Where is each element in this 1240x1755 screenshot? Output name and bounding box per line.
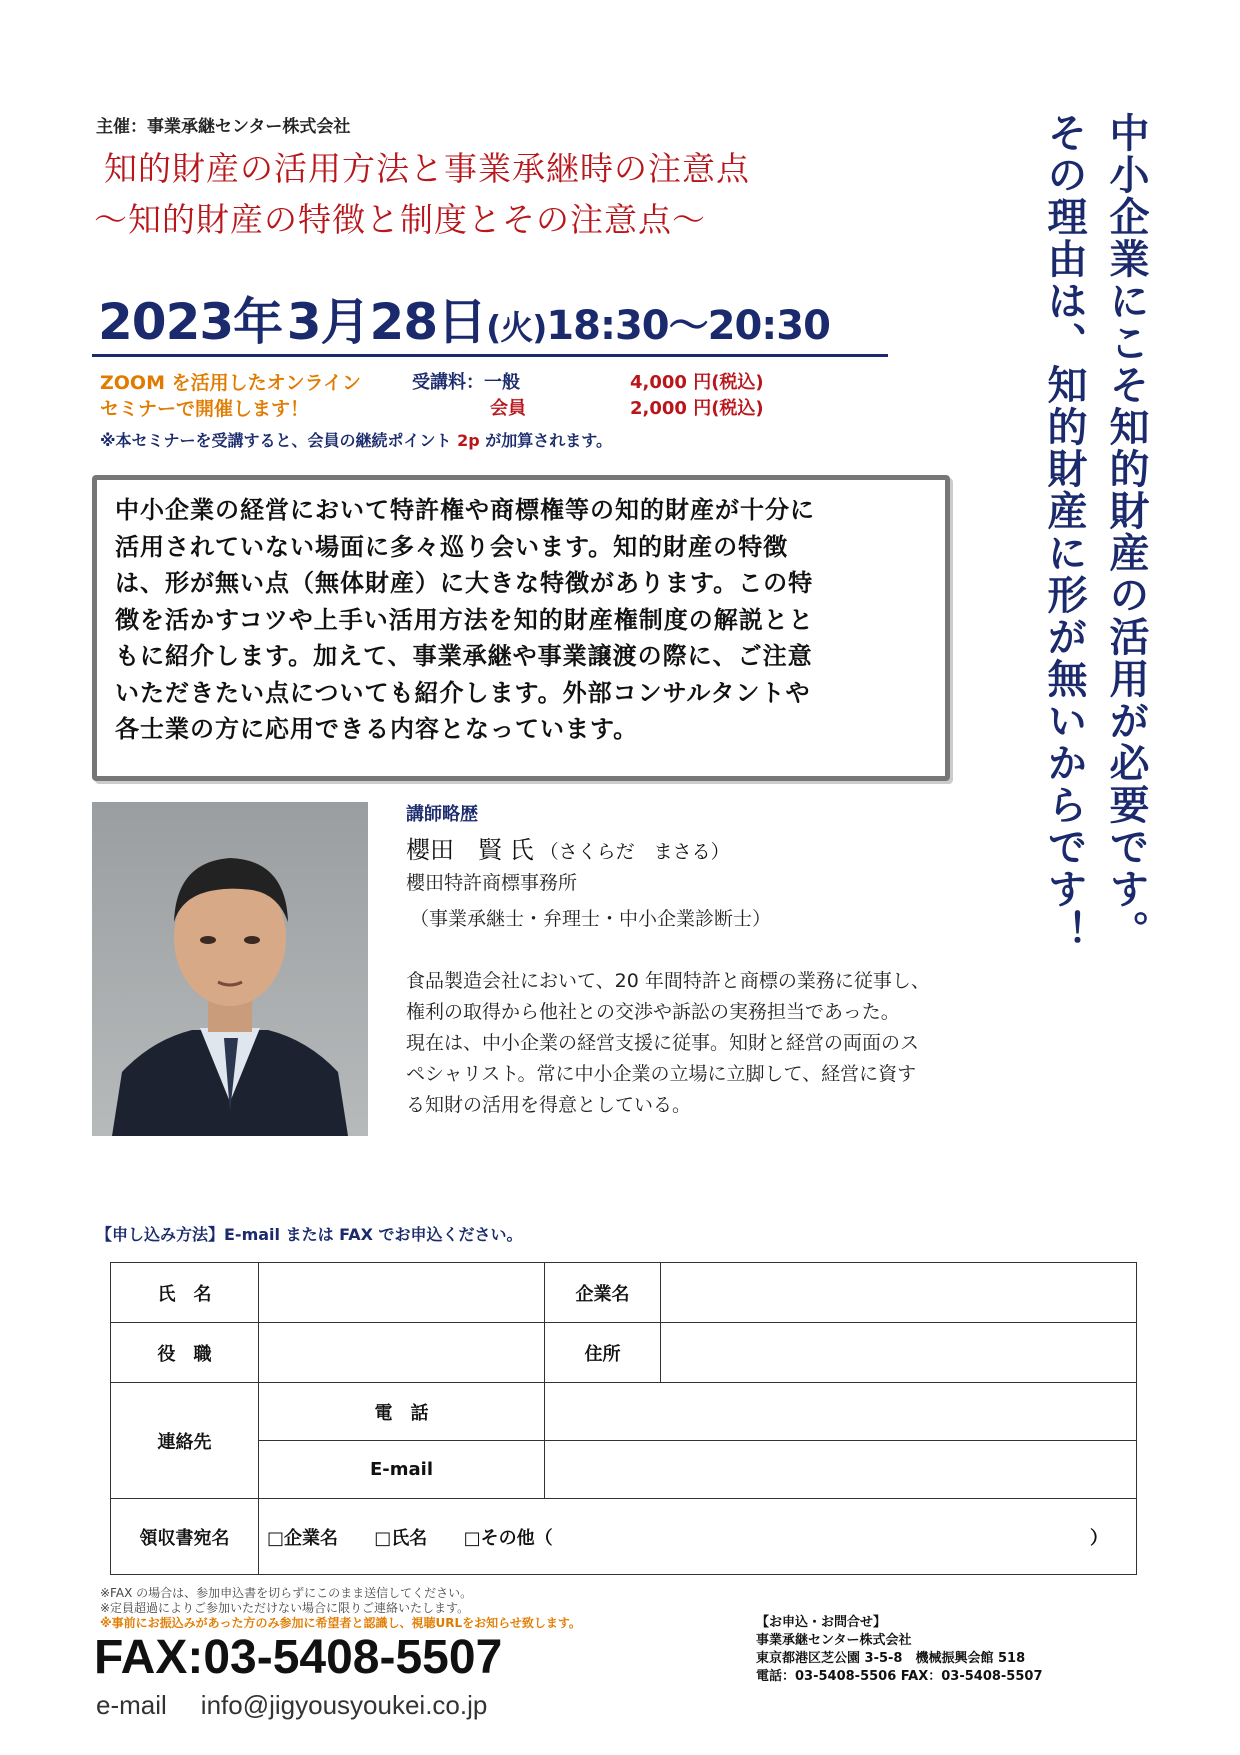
- summary-line: 各士業の方に応用できる内容となっています。: [115, 715, 639, 743]
- fee-member-price: 2,000 円(税込): [630, 398, 764, 419]
- receipt-option-name[interactable]: □氏名: [374, 1527, 428, 1549]
- summary-text: [115, 492, 929, 748]
- summary-box: [92, 475, 950, 781]
- footnotes: [100, 1586, 581, 1631]
- seminar-date: [98, 282, 830, 354]
- date-time: 18:30〜20:30: [546, 303, 830, 349]
- summary-line: いただきたい点についても紹介します。外部コンサルタントや: [115, 678, 811, 707]
- summary-line: もに紹介します。加えて、事業承継や事業譲渡の際に、ご注意: [115, 642, 813, 670]
- summary-line: は、形が無い点（無体財産）に大きな特徴があります。この特: [115, 569, 814, 597]
- contact-company: 事業承継センター株式会社: [756, 1633, 912, 1648]
- footnote-highlight: ※事前にお振込みがあった方のみ参加に希望者と認識し、視聴URLをお知らせ致します。: [100, 1616, 581, 1630]
- form-label-company: 企業名: [545, 1263, 661, 1323]
- lecturer-name-reading: （さくらだ まさる）: [539, 841, 730, 863]
- date-year: 2023年: [98, 293, 283, 351]
- form-field-position[interactable]: [259, 1323, 545, 1383]
- contact-phones: 電話：03-5408-5506 FAX：03-5408-5507: [756, 1669, 1043, 1684]
- online-note: [100, 370, 361, 422]
- date-underline: [92, 354, 888, 357]
- form-field-receipt[interactable]: [259, 1499, 1137, 1575]
- form-label-address: 住所: [545, 1323, 661, 1383]
- point-value: 2p: [457, 431, 480, 450]
- seminar-subtitle: 〜知的財産の特徴と制度とその注意点〜: [94, 200, 706, 239]
- lecturer-qualifications: （事業承継士・弁理士・中小企業診断士）: [410, 908, 772, 930]
- summary-line: 活用されていない場面に多々巡り会います。知的財産の特徴: [115, 532, 789, 561]
- form-field-company[interactable]: [661, 1263, 1137, 1323]
- bio-line: ペシャリスト。常に中小企業の立場に立脚して、経営に資す: [406, 1063, 917, 1085]
- point-note: ※本セミナーを受講すると、会員の継続ポイント 2p が加算されます。: [100, 431, 613, 450]
- bio-line: 現在は、中小企業の経営支援に従事。知財と経営の両面のス: [406, 1032, 920, 1054]
- organizer: 主催：事業承継センター株式会社: [96, 117, 351, 137]
- vertical-message-line2: その理由は、知的財産に形が無いからです！: [1041, 112, 1087, 952]
- form-field-name[interactable]: [259, 1263, 545, 1323]
- form-label-name: 氏 名: [111, 1263, 259, 1323]
- online-note-line: セミナーで開催します！: [100, 398, 310, 420]
- form-label-email: E-mail: [259, 1441, 545, 1499]
- summary-line: 徴を活かすコツや上手い活用方法を知的財産権制度の解説とと: [115, 605, 814, 634]
- form-label-receipt: 領収書宛名: [111, 1499, 259, 1575]
- form-label-position: 役 職: [111, 1323, 259, 1383]
- bio-heading: 講師略歴: [406, 804, 478, 825]
- date-weekday: (火): [486, 308, 547, 347]
- fee-label: 受講料：一般: [412, 372, 520, 393]
- lecturer-name: 櫻田 賢 氏 （さくらだ まさる）: [406, 836, 730, 864]
- fee-prices: [630, 370, 764, 422]
- email-label: e-mail: [96, 1690, 167, 1720]
- email-address[interactable]: info@jigyousyoukei.co.jp: [200, 1690, 488, 1720]
- online-note-line: ZOOM を活用したオンライン: [100, 372, 362, 394]
- form-label-phone: 電 話: [259, 1383, 545, 1441]
- apply-method: 【申し込み方法】E-mail または FAX でお申込ください。: [96, 1225, 523, 1244]
- fax-number: FAX:03-5408-5507: [94, 1631, 503, 1684]
- receipt-option-company[interactable]: □企業名: [267, 1527, 339, 1549]
- email-line: [96, 1690, 487, 1721]
- summary-line: 中小企業の経営において特許権や商標権等の知的財産が十分に: [115, 496, 815, 524]
- contact-address: 東京都港区芝公園 3-5-8 機械振興会館 518: [756, 1651, 1026, 1666]
- form-field-phone[interactable]: [545, 1383, 1137, 1441]
- date-day: 3月28日: [286, 293, 487, 351]
- form-label-contact: 連絡先: [111, 1383, 259, 1499]
- fee-member-label: 会員: [490, 398, 526, 419]
- lecturer-photo: [92, 802, 368, 1136]
- bio-line: 食品製造会社において、20 年間特許と商標の業務に従事し、: [406, 970, 930, 992]
- form-field-address[interactable]: [661, 1323, 1137, 1383]
- lecturer-office: 櫻田特許商標事務所: [406, 872, 578, 894]
- lecturer-bio: [406, 966, 1026, 1121]
- contact-heading: 【お申込・お問合せ】: [756, 1615, 887, 1630]
- seminar-title: 知的財産の活用方法と事業承継時の注意点: [104, 149, 750, 188]
- vertical-message-line1: 中小企業にこそ知的財産の活用が必要です。: [1103, 112, 1149, 952]
- form-field-email[interactable]: [545, 1441, 1137, 1499]
- footnote: ※定員超過によりご参加いただけない場合に限りご連絡いたします。: [100, 1601, 470, 1615]
- fee-general-price: 4,000 円(税込): [630, 372, 764, 393]
- receipt-close-paren: ）: [1090, 1527, 1108, 1549]
- application-form: [110, 1262, 1137, 1575]
- footnote: ※FAX の場合は、参加申込書を切らずにこのまま送信してください。: [100, 1586, 473, 1600]
- bio-line: る知財の活用を得意としている。: [406, 1094, 692, 1116]
- contact-info: [756, 1614, 1043, 1686]
- bio-line: 権利の取得から他社との交渉や訴訟の実務担当であった。: [406, 1001, 900, 1023]
- receipt-option-other[interactable]: □その他（: [463, 1527, 553, 1549]
- lecturer-photo-illustration: [92, 802, 368, 1136]
